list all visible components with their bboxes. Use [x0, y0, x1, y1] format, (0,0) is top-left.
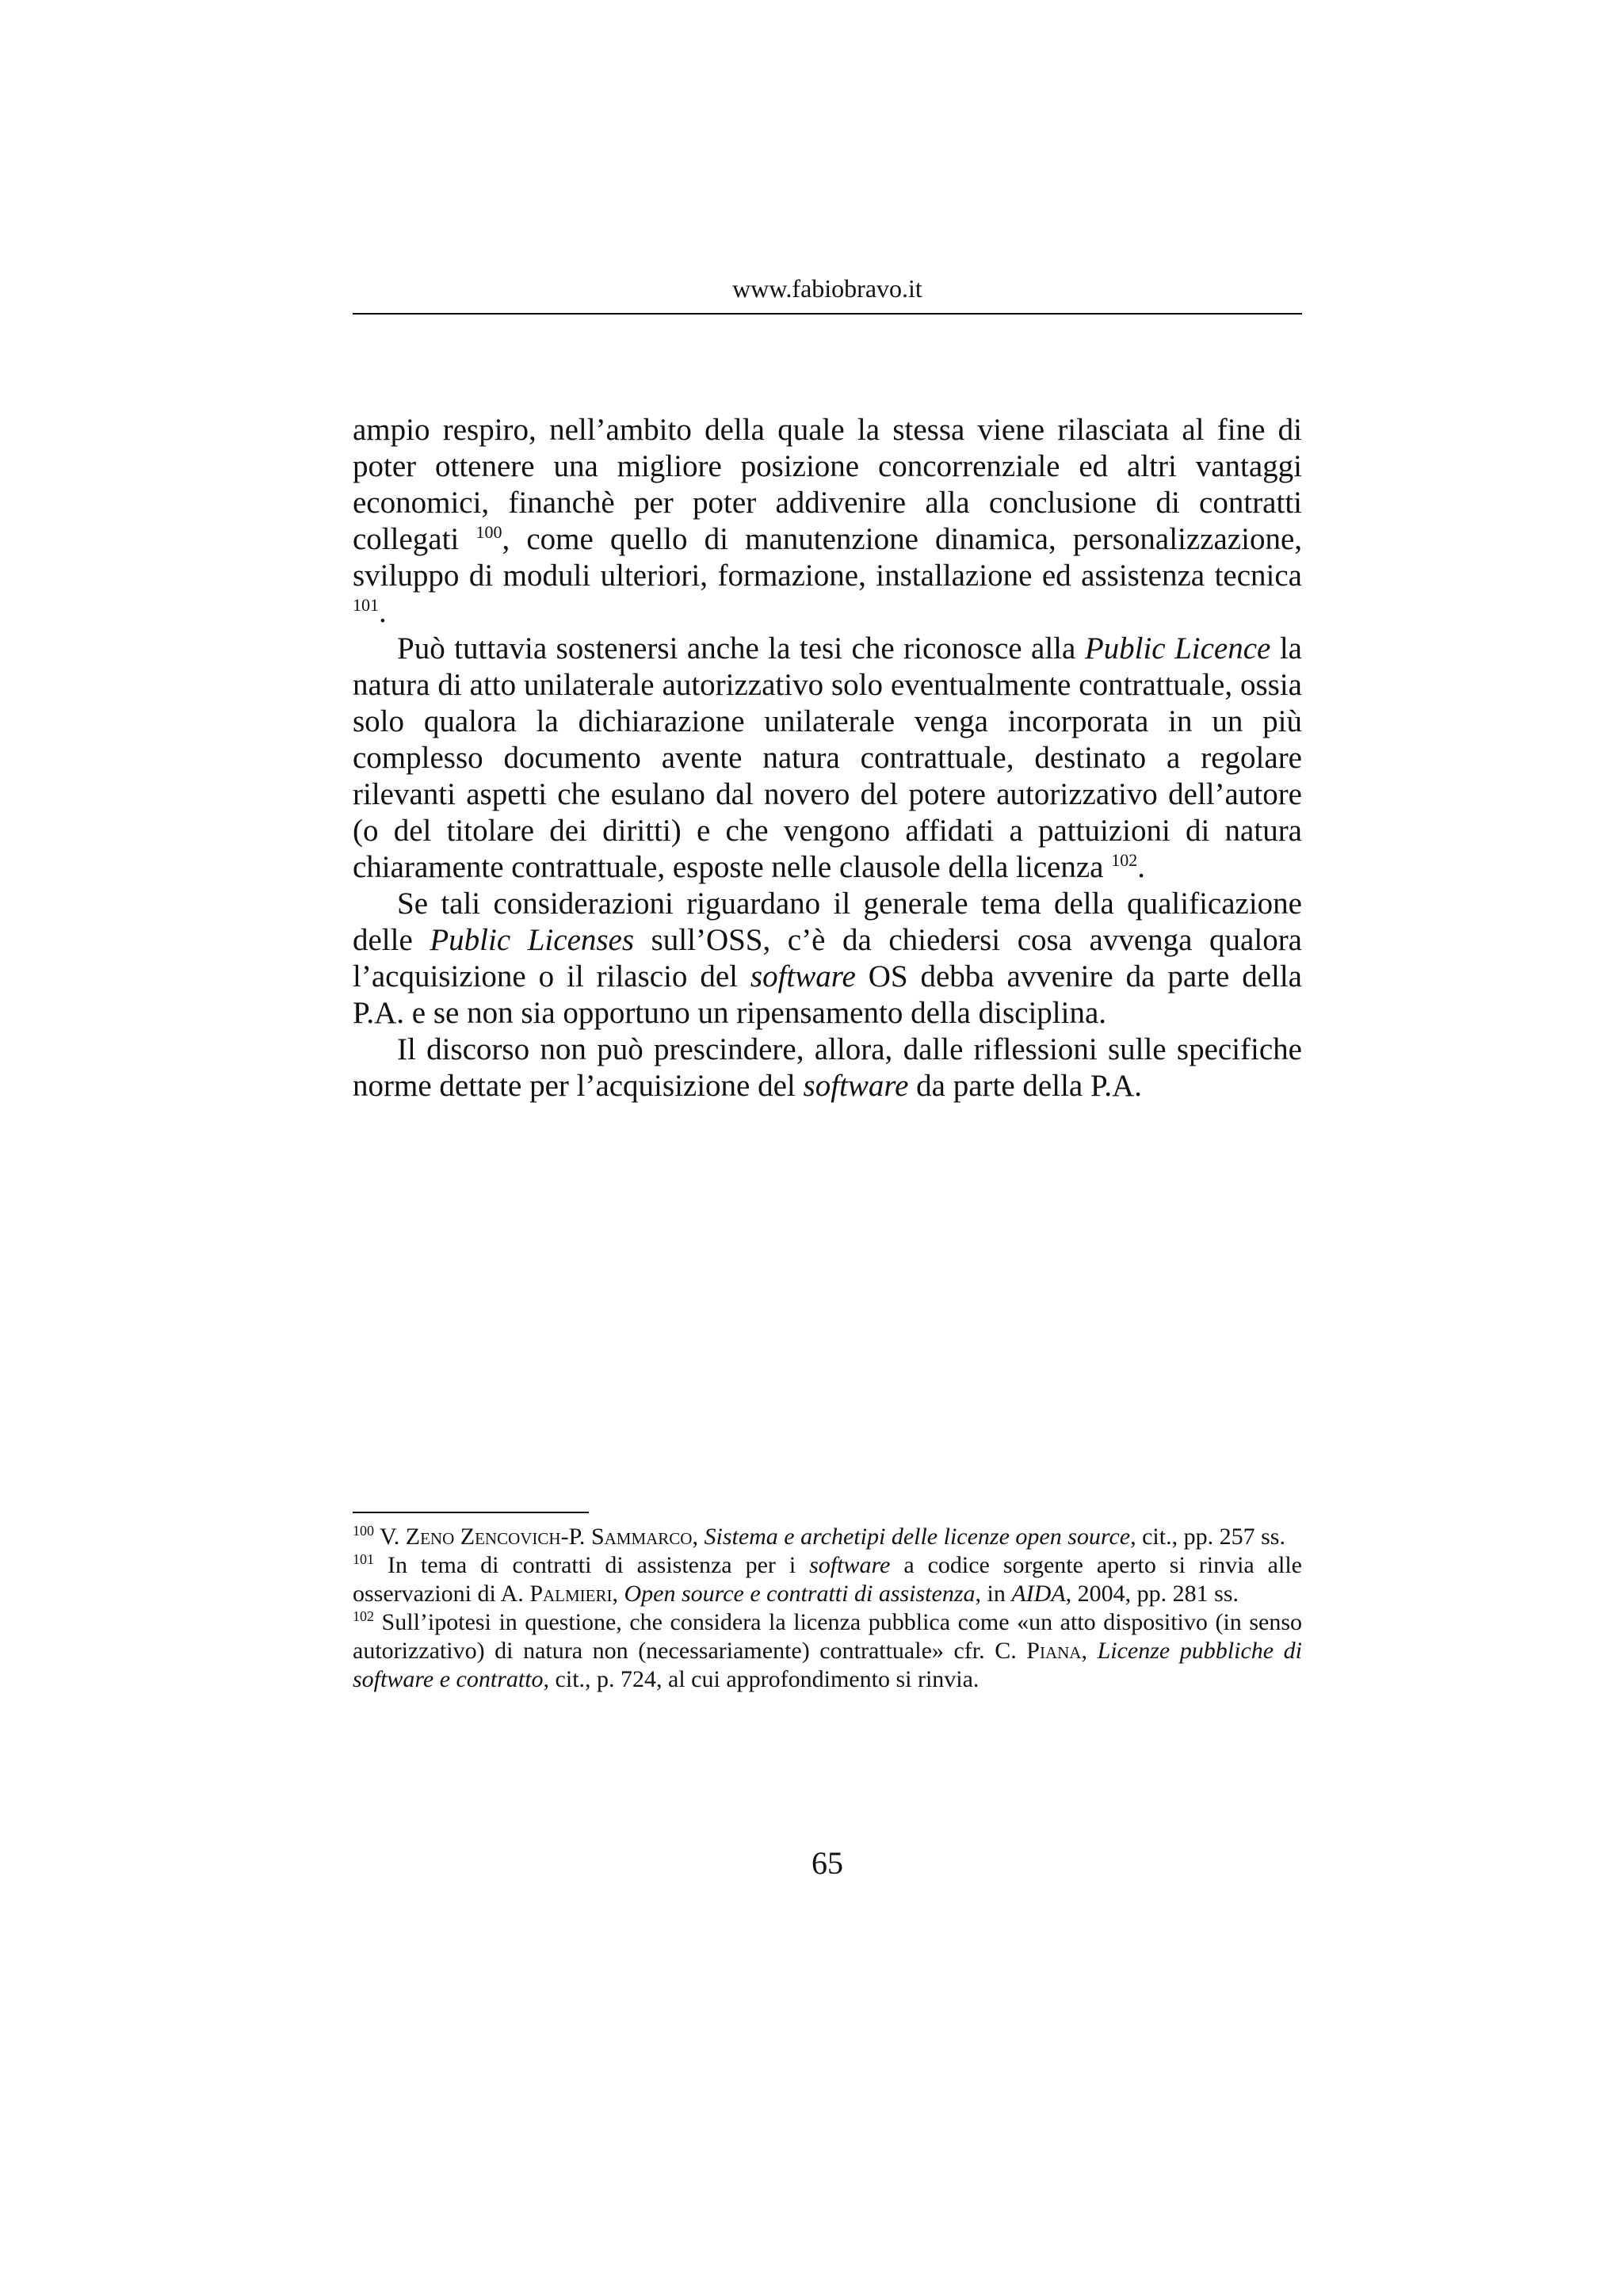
footnotes: [353, 1523, 1302, 1694]
main-text: [353, 412, 1302, 1104]
p2-text-c: .: [1137, 850, 1145, 884]
fn101-text-b: a codice sorgente aperto si rinvia alle osservazioni di A.: [353, 1552, 1302, 1607]
footnote-ref-101: 101: [353, 595, 379, 615]
footnote-102: [353, 1608, 1302, 1694]
p4-text-b: da parte della P.A.: [908, 1069, 1142, 1103]
cited-title: Sistema e archetipi delle licenze open source: [704, 1524, 1131, 1550]
p1-text-a: ampio respiro, nell’ambito della quale la stessa viene rilasciata al fine di poter ottenere una migliore posizione concorrenziale ed altri vantaggi economici, financhè per poter addivenire alla conclusione di contratti collegati: [353, 413, 1302, 556]
p3-emphasis-2: software: [750, 959, 856, 994]
footnote-number: 102: [353, 1608, 374, 1624]
fn101-emphasis: software: [809, 1552, 891, 1578]
fn100-text-c: ,: [692, 1524, 705, 1550]
p2-text-a: Può tuttavia sostenersi anche la tesi che riconosce alla: [397, 631, 1085, 666]
author-name: Palmieri: [529, 1581, 613, 1607]
footnote-divider: [353, 1512, 589, 1513]
author-name: Piana: [1026, 1638, 1082, 1664]
p4-emphasis-1: software: [803, 1069, 909, 1103]
p3-text-a: Se tali considerazioni riguardano il generale tema della qualificazione delle: [353, 887, 1302, 957]
author-name: Sammarco: [590, 1524, 693, 1550]
footnote-ref-102: 102: [1111, 850, 1138, 870]
p3-text-c: OS debba avvenire da parte della P.A. e se non sia opportuno un ripensamento della disciplina.: [353, 959, 1302, 1030]
p4-text-a: Il discorso non può prescindere, allora, dalle riflessioni sulle specifiche norme dettate per l’acquisizione del: [353, 1032, 1302, 1103]
paragraph-3: [353, 886, 1302, 1032]
footnote-ref-100: 100: [475, 522, 502, 542]
footnote-number: 101: [353, 1551, 374, 1567]
fn101-text-d: , in: [975, 1581, 1012, 1607]
running-header: www.fabiobravo.it: [732, 274, 922, 303]
fn101-text-a: In tema di contratti di assistenza per i: [374, 1552, 810, 1578]
fn102-text-c: , cit., p. 724, al cui approfondimento si rinvia.: [543, 1666, 980, 1692]
footnote-number: 100: [353, 1523, 374, 1539]
footnote-101: [353, 1551, 1302, 1608]
fn101-text-e: , 2004, pp. 281 ss.: [1065, 1581, 1239, 1607]
p2-emphasis-1: Public Licence: [1084, 631, 1271, 666]
fn100-text-d: , cit., pp. 257 ss.: [1130, 1524, 1285, 1550]
p3-text-b: sull’OSS, c’è da chiedersi cosa avvenga qualora l’acquisizione o il rilascio del: [353, 923, 1302, 994]
author-name: Zeno Zencovich: [405, 1524, 561, 1550]
fn101-text-c: ,: [612, 1581, 624, 1607]
fn100-text-b: -P.: [560, 1524, 591, 1550]
journal-title: AIDA: [1011, 1581, 1066, 1607]
p2-text-b: la natura di atto unilaterale autorizzativo solo eventualmente contrattuale, ossia solo qualora la dichiarazione unilaterale venga incorporata in un più complesso documento avente natura contrattuale, destinato a regolare rilevanti aspetti che esulano dal novero del potere autorizzativo dell’autore (o del titolare dei diritti) e che vengono affidati a pattuizioni di natura chiaramente contrattuale, esposte nelle clausole della licenza: [353, 631, 1302, 884]
fn102-text-a: Sull’ipotesi in questione, che considera la licenza pubblica come «un atto dispositivo (in senso autorizzativo) di natura non (necessariamente) contrattuale» cfr. C.: [353, 1609, 1302, 1664]
paragraph-4: [353, 1032, 1302, 1104]
cited-title: Licenze pubbliche di software e contratto: [353, 1638, 1303, 1692]
header-divider: [353, 313, 1302, 315]
paragraph-1: [353, 412, 1302, 631]
fn100-text-a: V.: [374, 1524, 406, 1550]
page-number: 65: [812, 1845, 843, 1881]
p3-emphasis-1: Public Licenses: [430, 923, 635, 957]
cited-title: Open source e contratti di assistenza: [624, 1581, 976, 1607]
p1-text-b: , come quello di manutenzione dinamica, personalizzazione, sviluppo di moduli ulteriori, formazione, installazione ed assistenza tecnica: [353, 522, 1303, 593]
fn102-text-b: ,: [1081, 1638, 1098, 1664]
footnote-100: [353, 1523, 1302, 1551]
paragraph-2: [353, 631, 1302, 886]
p1-text-c: .: [379, 595, 387, 629]
